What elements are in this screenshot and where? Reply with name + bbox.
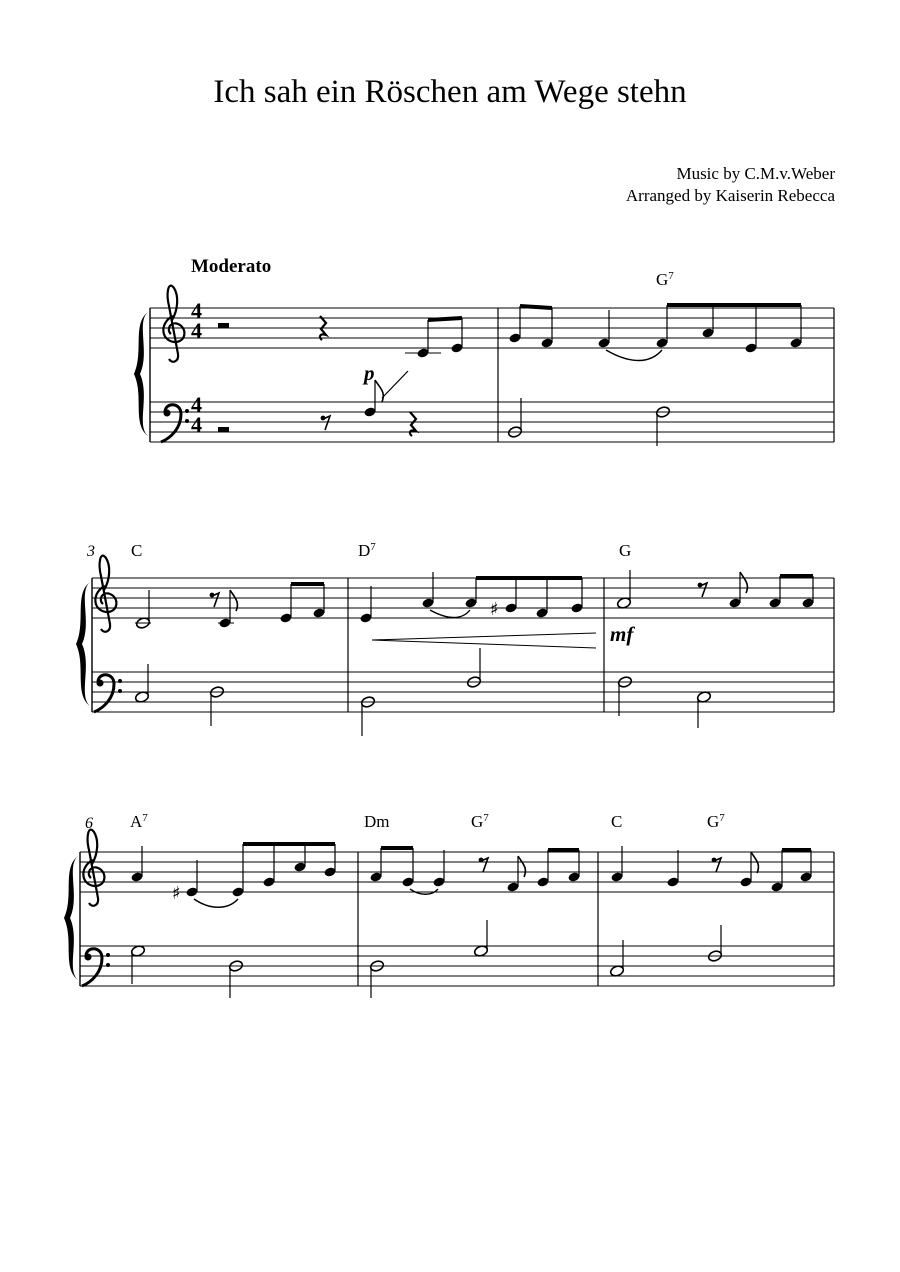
arranger-credit: Arranged by Kaiserin Rebecca — [625, 186, 835, 205]
chord-symbol: Dm — [364, 812, 390, 831]
svg-text:♯: ♯ — [490, 599, 499, 620]
system-3 — [64, 830, 834, 998]
bass-staff-lines — [150, 402, 834, 442]
chord-symbol: $A^7$ — [130, 812, 148, 831]
page-title: Ich sah ein Röschen am Wege stehn — [213, 74, 687, 110]
svg-text:4: 4 — [191, 318, 202, 343]
chord-symbol: C — [131, 541, 143, 560]
crescendo-hairpin — [372, 633, 596, 640]
chord-symbol: $D^7$ — [358, 541, 376, 560]
chord-symbol: $G^7$ — [471, 812, 489, 831]
chord-symbol: C — [611, 812, 623, 831]
time-signature — [191, 298, 202, 437]
half-rest-icon — [218, 427, 229, 432]
composer-credit: Music by C.M.v.Weber — [676, 164, 835, 183]
tempo-marking: Moderato — [191, 256, 272, 277]
chord-symbol: $G^7$ — [656, 270, 674, 289]
system-1 — [134, 286, 834, 446]
svg-text:♯: ♯ — [172, 883, 181, 904]
svg-text:4: 4 — [191, 298, 202, 323]
svg-text:4: 4 — [191, 412, 202, 437]
dynamic-mezzo-forte: mf — [610, 622, 634, 646]
treble-staff-lines — [150, 308, 834, 348]
measure-number: 3 — [87, 543, 95, 560]
dynamic-piano: p — [364, 361, 375, 385]
chord-symbol: G — [619, 541, 632, 560]
measure-number: 6 — [85, 815, 93, 832]
chord-symbol: $G^7$ — [707, 812, 725, 831]
system-2 — [76, 556, 834, 736]
measure-2-treble — [508, 305, 802, 361]
half-rest-icon — [218, 323, 229, 328]
svg-text:4: 4 — [191, 392, 202, 417]
